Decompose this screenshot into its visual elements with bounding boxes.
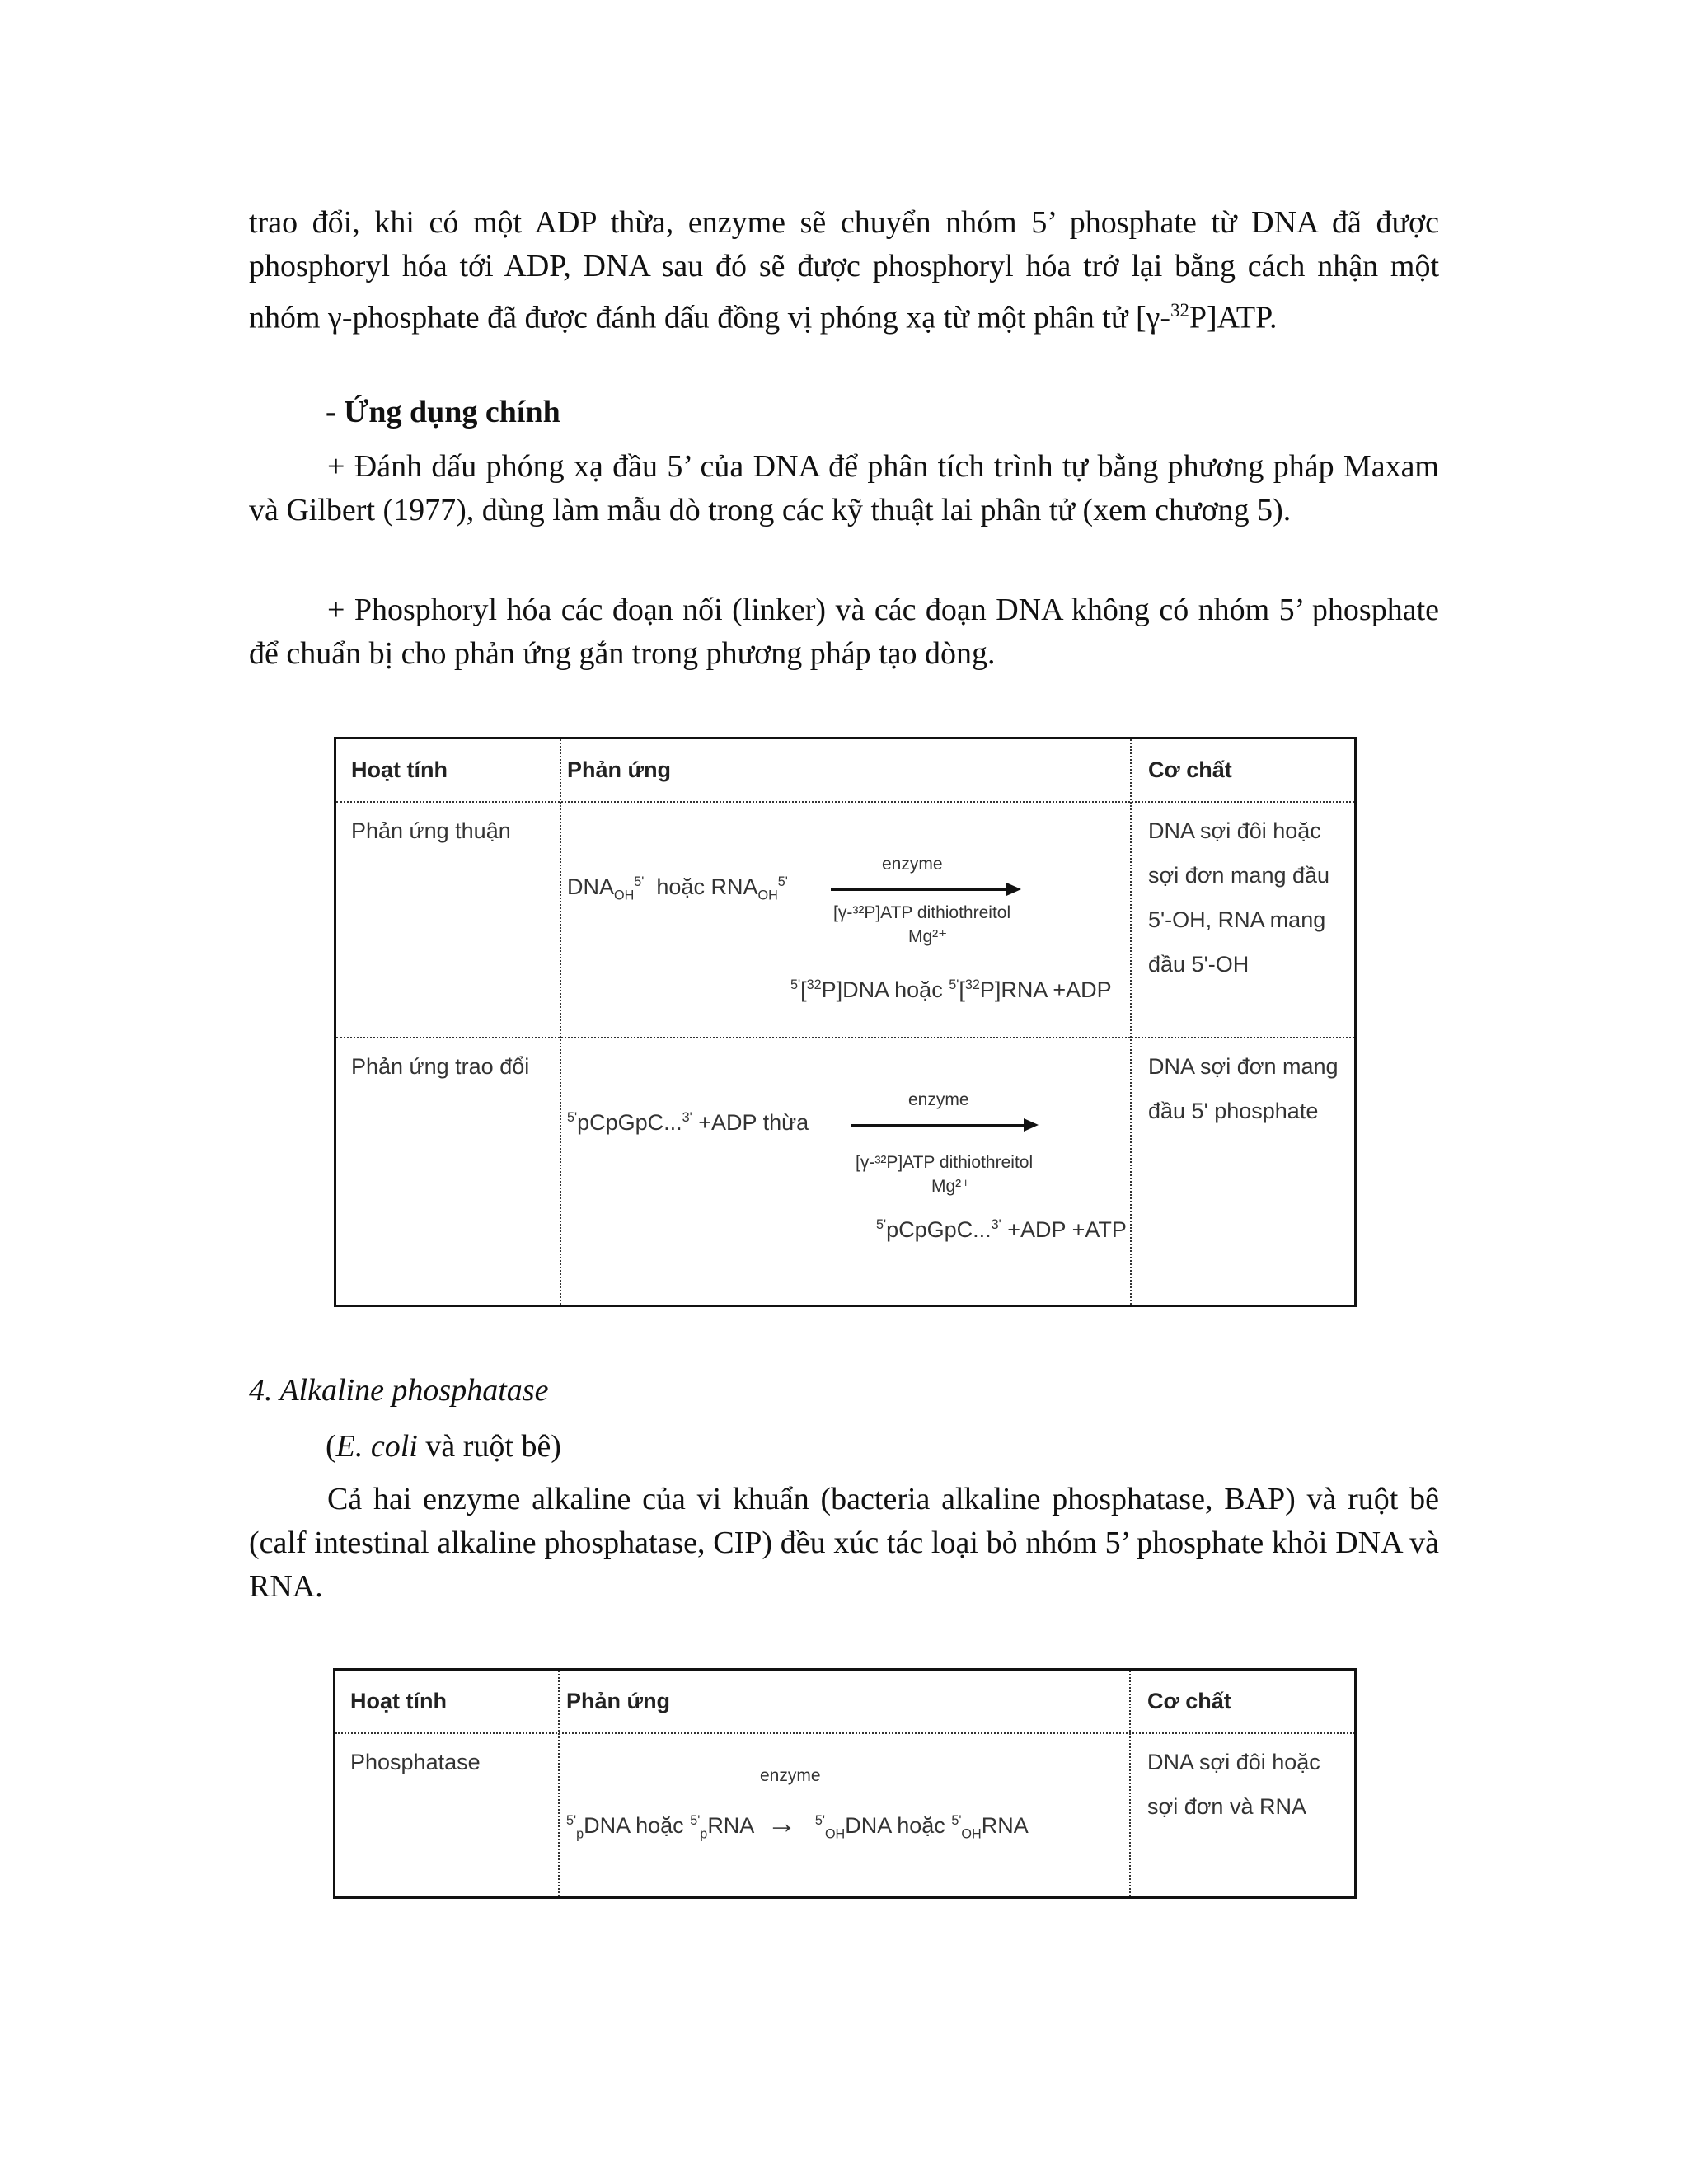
enzyme-label: enzyme	[908, 1090, 969, 1109]
reaction-equation: $^{5'}_p$DNA hoặc $^{5'}_p$RNA → $^{5'}_{OH}$DNA hoặc $^{5'}_{OH}$RNA	[566, 1806, 1029, 1842]
row-divider	[336, 1037, 1354, 1038]
column-divider	[1129, 1671, 1131, 1896]
reaction-cofactor: Mg²⁺	[908, 927, 948, 946]
header-activity: Hoạt tính	[351, 757, 448, 782]
header-substrate: Cơ chất	[1147, 1689, 1231, 1713]
column-divider	[1130, 739, 1132, 1305]
reaction-conditions: [γ-³²P]ATP dithiothreitol	[856, 1153, 1034, 1172]
reaction-reactant: $^{5'}$pCpGpC...$^{3'}$ +ADP thừa	[567, 1110, 809, 1135]
enzyme-label: enzyme	[882, 855, 943, 874]
column-divider	[558, 1671, 560, 1896]
arrow-head-icon	[1024, 1118, 1039, 1132]
source-line: (E. coli và ruột bê)	[326, 1429, 561, 1464]
heading-applications: - Ứng dụng chính	[326, 395, 560, 429]
header-reaction: Phản ứng	[566, 1689, 671, 1713]
reaction-conditions: [γ-³²P]ATP dithiothreitol	[833, 903, 1011, 922]
phosphatase-paragraph: Cả hai enzyme alkaline của vi khuẩn (bacteria alkaline phosphatase, BAP) và ruột bê (calf intestinal alkaline phosphatase, CIP) đều xúc tác loại bỏ nhóm 5’ phosphate khỏi DNA và RNA.	[249, 1482, 1439, 1604]
reaction-product: $^{5'}$pCpGpC...$^{3'}$ +ADP +ATP	[876, 1217, 1127, 1242]
reaction-product: $^{5'}$[$^{32}$P]DNA hoặc $^{5'}$[$^{32}$P]RNA +ADP	[790, 977, 1112, 1002]
header-substrate: Cơ chất	[1148, 757, 1232, 782]
reaction-arrow	[851, 1124, 1026, 1127]
row-activity: Phản ứng trao đổi	[351, 1054, 530, 1079]
header-reaction: Phản ứng	[567, 757, 672, 782]
row-divider	[335, 1732, 1354, 1734]
bullet-phosphorylation: + Phosphoryl hóa các đoạn nối (linker) và các đoạn DNA không có nhóm 5’ phosphate để chuẩn bị cho phản ứng gắn trong phương pháp tạo dòng.	[249, 593, 1439, 671]
row-substrate: DNA sợi đơn mang đầu 5' phosphate	[1148, 1054, 1339, 1123]
kinase-reaction-table	[334, 737, 1357, 1307]
reaction-arrow	[831, 888, 1009, 891]
reaction-reactant: $DNA_{OH}^{5'}$ hoặc $RNA_{OH}^{5'}$	[567, 874, 788, 903]
section-title: 4. Alkaline phosphatase	[249, 1373, 549, 1408]
reaction-cofactor: Mg²⁺	[931, 1177, 971, 1196]
arrow-head-icon	[1006, 883, 1021, 896]
intro-paragraph: trao đổi, khi có một ADP thừa, enzyme sẽ chuyển nhóm 5’ phosphate từ DNA đã được phosphoryl hóa tới ADP, DNA sau đó sẽ được phosphoryl hóa trở lại bằng cách nhận một nhóm γ-phosphate đã được đánh dấu đồng vị phóng xạ từ một phân tử [γ-$^{32}$P]ATP.	[249, 205, 1439, 335]
row-activity: Phản ứng thuận	[351, 818, 511, 843]
row-substrate: DNA sợi đôi hoặc sợi đơn mang đầu 5'-OH, RNA mang đầu 5'-OH	[1148, 818, 1330, 977]
phosphatase-reaction-table	[333, 1668, 1357, 1899]
column-divider	[560, 739, 561, 1305]
bullet-radiolabel: + Đánh dấu phóng xạ đầu 5’ của DNA để phân tích trình tự bằng phương pháp Maxam và Gilbert (1977), dùng làm mẫu dò trong các kỹ thuật lai phân tử (xem chương 5).	[249, 449, 1439, 527]
row-substrate: DNA sợi đôi hoặc sợi đơn và RNA	[1147, 1750, 1320, 1819]
reaction-arrow: →	[767, 1806, 797, 1840]
header-activity: Hoạt tính	[350, 1689, 447, 1713]
enzyme-label: enzyme	[760, 1766, 821, 1785]
row-activity: Phosphatase	[350, 1750, 481, 1774]
row-divider	[336, 801, 1354, 803]
